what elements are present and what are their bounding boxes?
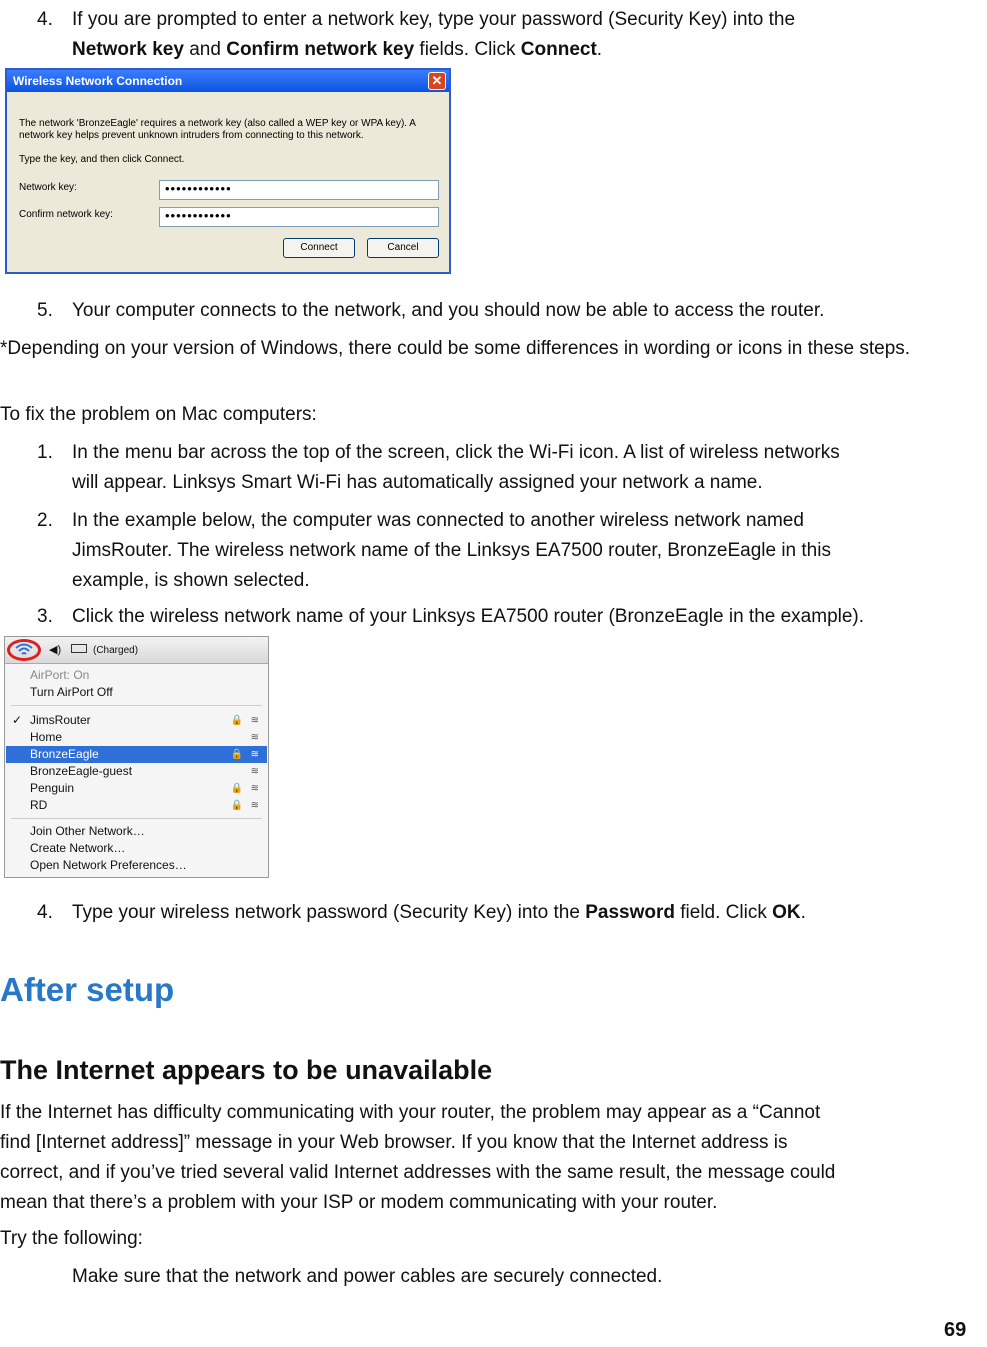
lock-icon: 🔒 — [230, 749, 243, 760]
mac-menu-bar — [5, 637, 268, 664]
wireless-network-connection-dialog — [5, 68, 451, 274]
signal-icon: ≋ — [250, 766, 259, 777]
signal-icon: ≋ — [250, 715, 259, 726]
lock-icon: 🔒 — [230, 800, 243, 811]
signal-icon: ≋ — [250, 732, 259, 743]
windows-note: *Depending on your version of Windows, there could be some differences in wording or icons in these steps. — [0, 338, 911, 359]
dialog-message: The network 'BronzeEagle' requires a network key (also called a WEP key or WPA key). A network key helps prevent unknown intruders from connecting to this network. — [19, 118, 416, 141]
checkmark-icon: ✓ — [12, 713, 23, 727]
airport-status: AirPort: On — [30, 668, 90, 682]
bullet-item: Make sure that the network and power cables are securely connected. — [72, 1266, 663, 1287]
menu-separator — [11, 705, 262, 706]
wifi-icon[interactable] — [14, 643, 34, 657]
signal-icon: ≋ — [250, 783, 259, 794]
dialog-instruction: Type the key, and then click Connect. — [19, 154, 185, 165]
page-number: 69 — [944, 1319, 967, 1341]
signal-icon: ≋ — [250, 800, 259, 811]
dialog-title-bar: Wireless Network Connection ✕ — [7, 70, 449, 92]
close-icon[interactable]: ✕ — [428, 72, 446, 90]
network-item[interactable]: RD 🔒 ≋ — [30, 798, 259, 812]
cancel-button[interactable]: Cancel — [367, 238, 439, 258]
network-item[interactable]: ✓ JimsRouter 🔒 ≋ — [12, 713, 259, 727]
lock-icon: 🔒 — [230, 715, 243, 726]
network-item[interactable]: BronzeEagle-guest ≋ — [30, 764, 259, 778]
after-setup-heading: After setup — [0, 971, 175, 1008]
confirm-network-key-field[interactable]: •••••••••••• — [159, 207, 439, 227]
mac-intro: To fix the problem on Mac computers: — [0, 404, 317, 425]
network-key-label: Network key: — [19, 182, 77, 193]
open-network-preferences[interactable]: Open Network Preferences… — [30, 858, 187, 872]
internet-unavailable-heading: The Internet appears to be unavailable — [0, 1055, 493, 1085]
volume-icon[interactable]: ◀) — [49, 644, 62, 656]
network-item-selected[interactable]: BronzeEagle 🔒 ≋ — [6, 746, 267, 763]
menu-separator — [11, 818, 262, 819]
internet-paragraph: If the Internet has difficulty communicating with your router, the problem may appear as a “Cannot find [Internet address]” message in your Web browser. If you know that the Internet address is correct, and if you’ve tried several valid Internet addresses with the same result, the message could mean that there’s a problem with your ISP or modem communicating with your router. — [0, 1102, 836, 1213]
mac-wifi-menu — [4, 636, 269, 878]
network-key-field[interactable]: •••••••••••• — [159, 180, 439, 200]
network-item[interactable]: Home ≋ — [30, 730, 259, 744]
lock-icon: 🔒 — [230, 783, 243, 794]
confirm-network-key-label: Confirm network key: — [19, 209, 113, 220]
battery-icon[interactable] — [71, 644, 87, 653]
create-network[interactable]: Create Network… — [30, 841, 126, 855]
turn-airport-off[interactable]: Turn AirPort Off — [30, 685, 113, 699]
network-item[interactable]: Penguin 🔒 ≋ — [30, 781, 259, 795]
battery-status: (Charged) — [93, 645, 139, 656]
try-following: Try the following: — [0, 1228, 143, 1249]
connect-button[interactable]: Connect — [283, 238, 355, 258]
signal-icon: ≋ — [250, 749, 259, 760]
join-other-network[interactable]: Join Other Network… — [30, 824, 145, 838]
